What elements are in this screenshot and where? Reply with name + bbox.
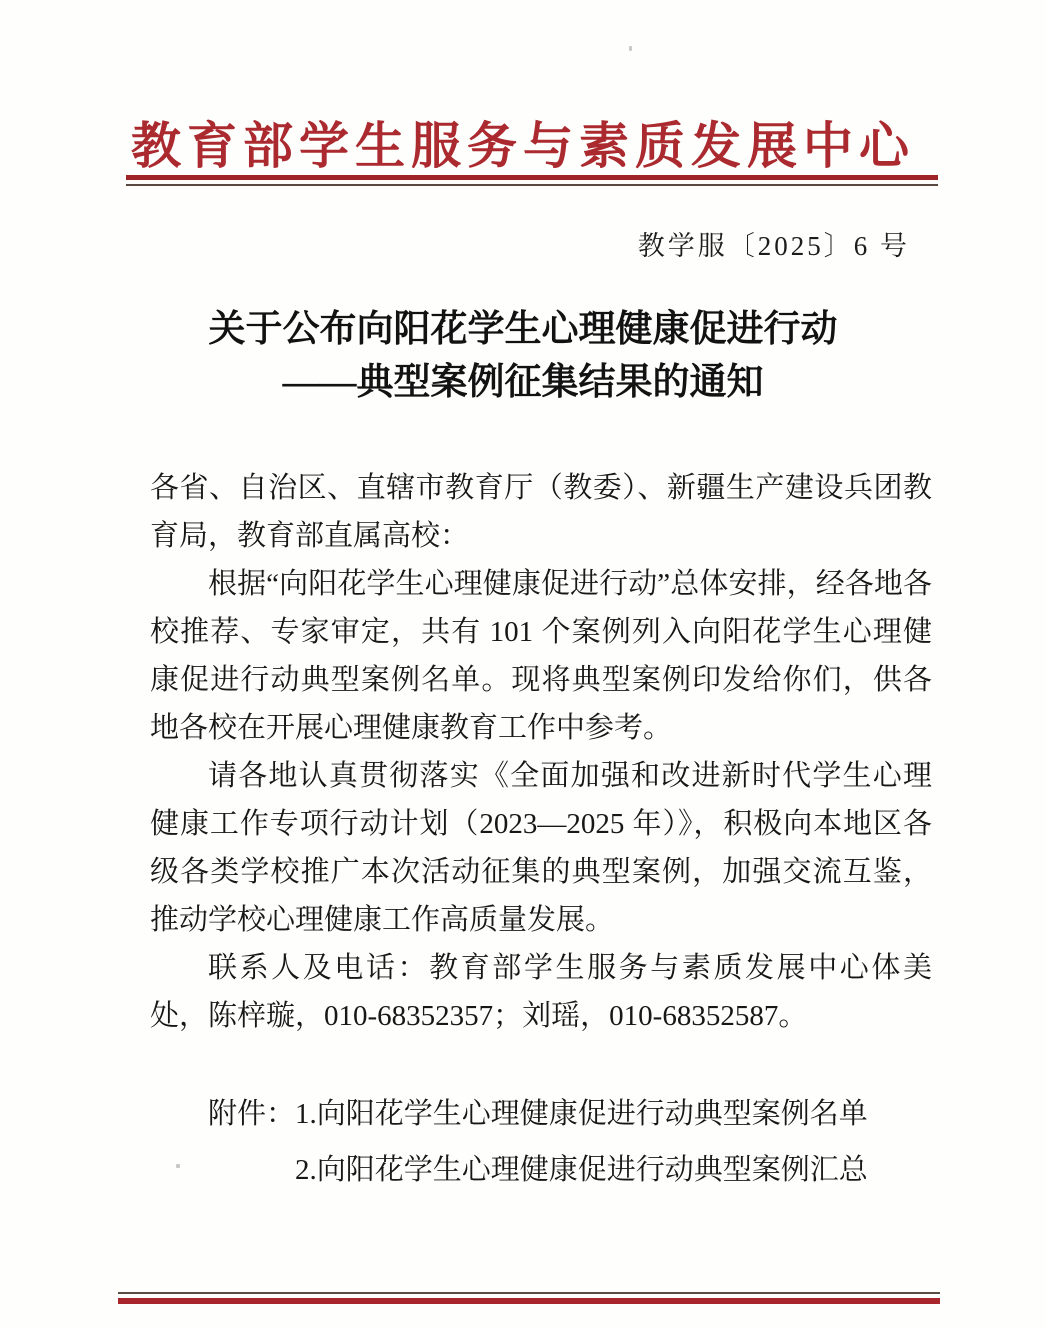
document-title-line-1: 关于公布向阳花学生心理健康促进行动 xyxy=(208,309,838,350)
document-title-line-2: ——典型案例征集结果的通知 xyxy=(282,362,764,403)
scan-speck xyxy=(629,46,632,51)
paragraph-implementation-request: 请各地认真贯彻落实《全面加强和改进新时代学生心理健康工作专项行动计划（2023—2025 年）》，积极向本地区各级各类学校推广本次活动征集的典型案例，加强交流互鉴，推动学校心理健康工作高质量发展。 xyxy=(150,760,932,936)
letterhead-banner xyxy=(120,106,926,178)
attachments-block xyxy=(150,1086,932,1198)
scan-speck xyxy=(176,1164,180,1168)
attachment-row-2 xyxy=(295,1142,932,1198)
paragraph-case-results: 根据“向阳花学生心理健康促进行动”总体安排，经各地各校推荐、专家审定，共有 101 个案例列入向阳花学生心理健康促进行动典型案例名单。现将典型案例印发给你们，供各地各校在开展心理健康教育工作中参考。 xyxy=(150,568,932,744)
attachment-item-1: 1.向阳花学生心理健康促进行动典型案例名单 xyxy=(295,1098,868,1130)
document-number: 教学服〔2025〕6 号 xyxy=(637,231,910,261)
footer-thin-rule xyxy=(118,1292,940,1294)
letterhead-red-rule xyxy=(126,175,938,180)
document-body xyxy=(150,464,932,1198)
attachments-label: 附件： xyxy=(208,1098,296,1130)
recipients-line: 各省、自治区、直辖市教育厅（教委）、新疆生产建设兵团教育局，教育部直属高校： xyxy=(150,472,932,552)
footer-red-rule xyxy=(118,1298,940,1304)
document-title xyxy=(130,303,916,409)
attachment-row-1 xyxy=(208,1086,932,1142)
letterhead-thin-rule xyxy=(126,184,938,186)
attachment-item-2: 2.向阳花学生心理健康促进行动典型案例汇总 xyxy=(295,1154,868,1186)
issuing-organization-name: 教育部学生服务与素质发展中心 xyxy=(131,118,915,174)
paragraph-contact-info: 联系人及电话：教育部学生服务与素质发展中心体美处，陈梓璇，010-68352357；刘瑶，010-68352587。 xyxy=(150,952,932,1032)
